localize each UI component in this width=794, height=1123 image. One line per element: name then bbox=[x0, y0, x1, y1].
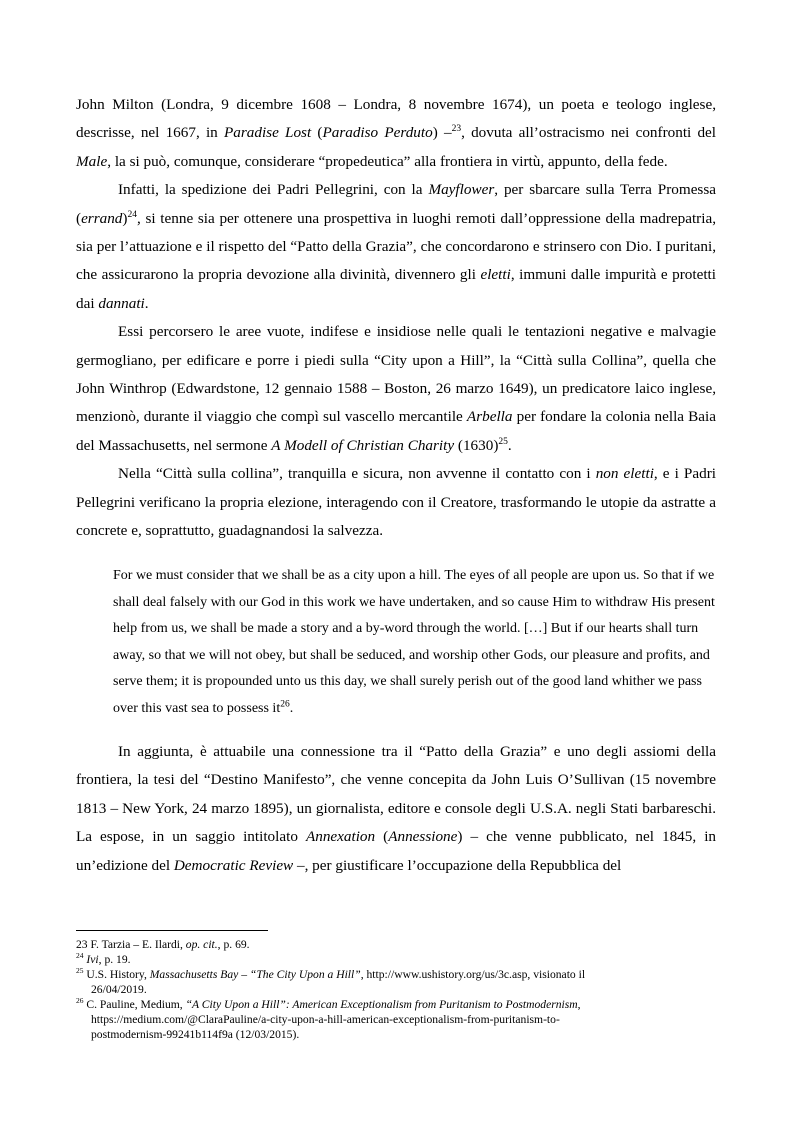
paragraph-1 bbox=[76, 91, 716, 176]
italic-word: op. cit. bbox=[185, 938, 218, 951]
footnote-number: 24 bbox=[76, 951, 84, 961]
body-text-bottom bbox=[76, 738, 716, 880]
italic-word: dannati bbox=[98, 294, 145, 312]
text-run: C. Pauline, Medium, bbox=[86, 998, 186, 1011]
italic-word: Male bbox=[76, 152, 108, 170]
footnote-ref-23[interactable]: 23 bbox=[451, 124, 462, 135]
italic-title: Paradiso Perduto bbox=[322, 124, 433, 142]
text-run: , dovuta all’ostracismo nei confronti del bbox=[461, 124, 717, 142]
italic-word: eletti bbox=[480, 266, 511, 284]
italic-title: Massachusetts Bay – “The City Upon a Hill” bbox=[149, 968, 361, 981]
paragraph-4 bbox=[76, 460, 716, 545]
footnote-link[interactable]: postmodernism-99241b114f9a (12/03/2015). bbox=[91, 1028, 300, 1041]
italic-word: errand bbox=[81, 209, 123, 227]
italic-word: non eletti bbox=[595, 465, 654, 483]
text-run: , p. 69. bbox=[217, 938, 250, 951]
footnote-number: 25 bbox=[76, 966, 84, 976]
italic-title: Paradise Lost bbox=[223, 124, 312, 142]
footnote-ref-24[interactable]: 24 bbox=[127, 209, 137, 220]
text-run: per fondare la colonia nella Baia del Massachusetts, nel sermone bbox=[76, 408, 716, 454]
text-run: –, per giustificare l’occupazione della Repubblica del bbox=[293, 856, 622, 874]
footnote-number: 26 bbox=[76, 996, 84, 1006]
text-run: . bbox=[289, 700, 294, 716]
italic-title: A Modell of Christian Charity bbox=[271, 436, 455, 454]
text-run: For we must consider that we shall be as a city upon a hill. The eyes of all people are upon us. So that if we shall deal falsely with our God in this work we have undertaken, and so cause Him to withdraw His present help from us, we shall be made a story and a by-word through the world. […] But if our hearts shall turn away, so that we will not obey, but shall be seduced, and worship other Gods, our pleasure and profits, and serve them; it is propounded unto us this day, we shall surely perish out of the good land whither we pass over this vast sea to possess it bbox=[113, 568, 715, 716]
block-quote bbox=[113, 563, 718, 723]
text-run: , per sbarcare sulla Terra Promessa ( bbox=[76, 181, 716, 227]
italic-title: Annexation bbox=[305, 828, 376, 846]
text-run: , bbox=[577, 998, 581, 1011]
italic-word: Mayflower bbox=[428, 181, 495, 199]
text-run: , la si può, comunque, considerare “propedeutica” alla frontiera in virtù, appunto, della fede. bbox=[107, 152, 668, 170]
quote-text bbox=[113, 563, 718, 723]
text-run: Infatti, la spedizione dei Padri Pellegrini, con la bbox=[118, 181, 429, 199]
italic-title: Democratic Review bbox=[173, 856, 294, 874]
footnote-ref-26[interactable]: 26 bbox=[280, 699, 290, 710]
text-run: In aggiunta, è attuabile una connessione tra il “Patto della Grazia” e uno degli assiomi della frontiera, la tesi del “Destino Manifesto”, che venne concepita da John Luis O’Sullivan (15 novembre 1813 – New York, 24 marzo 1895), un giornalista, editore e console degli U.S.A. negli Stati barbareschi. La espose, in un saggio intitolato bbox=[76, 743, 716, 846]
text-run: (1630) bbox=[454, 436, 499, 454]
footnotes bbox=[76, 937, 716, 1042]
footnote-25 bbox=[76, 967, 716, 997]
text-run: ( bbox=[375, 828, 389, 846]
paragraph-5 bbox=[76, 738, 716, 880]
text-run: ) – che venne pubblicato, nel 1845, in un’edizione del bbox=[76, 828, 717, 874]
footnote-24 bbox=[76, 952, 716, 967]
text-run: . bbox=[507, 436, 512, 454]
footnote-23 bbox=[76, 937, 716, 952]
footnote-link[interactable]: , http://www.ushistory.org/us/3c.asp, visionato il bbox=[360, 968, 586, 981]
footnote-link[interactable]: https://medium.com/@ClaraPauline/a-city-upon-a-hill-american-exceptionalism-from-puritanism-to- bbox=[91, 1013, 560, 1026]
text-run: 23 F. Tarzia – E. Ilardi, bbox=[76, 938, 186, 951]
footnote-divider bbox=[76, 930, 268, 931]
footnote-ref-25[interactable]: 25 bbox=[498, 436, 508, 447]
text-run: ) bbox=[122, 209, 128, 227]
text-run: ) – bbox=[432, 124, 452, 142]
body-text-top bbox=[76, 91, 716, 546]
italic-title: Annessione bbox=[388, 828, 458, 846]
text-run: 26/04/2019. bbox=[91, 983, 147, 996]
italic-title: “A City Upon a Hill”: American Exceptionalism from Puritanism to Postmodernism bbox=[185, 998, 578, 1011]
paragraph-3 bbox=[76, 318, 716, 460]
text-run: , immuni dalle impurità e protetti dai bbox=[76, 266, 716, 312]
text-run: , e i Padri Pellegrini verificano la propria elezione, interagendo con il Creatore, trasformando le utopie da astratte a concrete e, soprattutto, guadagnandosi la salvezza. bbox=[76, 465, 716, 540]
paragraph-2 bbox=[76, 176, 716, 318]
text-run: U.S. History, bbox=[86, 968, 150, 981]
italic-word: Ivi bbox=[86, 953, 99, 966]
text-run: Essi percorsero le aree vuote, indifese e insidiose nelle quali le tentazioni negative e malvagie germogliano, per edificare e porre i piedi sulla “City upon a Hill”, la “Città sulla Collina”, quella che John Winthrop (Edwardstone, 12 gennaio 1588 – Boston, 26 marzo 1649), un predicatore laico inglese, menzionò, durante il viaggio che compì sul vascello mercantile bbox=[76, 323, 716, 426]
text-run: Nella “Città sulla collina”, tranquilla e sicura, non avvenne il contatto con i bbox=[118, 465, 596, 483]
text-run: , p. 19. bbox=[98, 953, 131, 966]
italic-word: Arbella bbox=[466, 408, 513, 426]
text-run: ( bbox=[311, 124, 323, 142]
footnote-26 bbox=[76, 997, 716, 1042]
text-run: , si tenne sia per ottenere una prospettiva in luoghi remoti dall’oppressione della madrepatria, sia per l’attuazione e il rispetto del “Patto della Grazia”, che concordarono e strinsero con Dio. I puritani, che assicurarono la propria devozione alla divinità, divennero gli bbox=[76, 209, 716, 284]
text-run: John Milton (Londra, 9 dicembre 1608 – Londra, 8 novembre 1674), un poeta e teologo inglese, descrisse, nel 1667, in bbox=[76, 96, 716, 142]
text-run: . bbox=[144, 294, 149, 312]
